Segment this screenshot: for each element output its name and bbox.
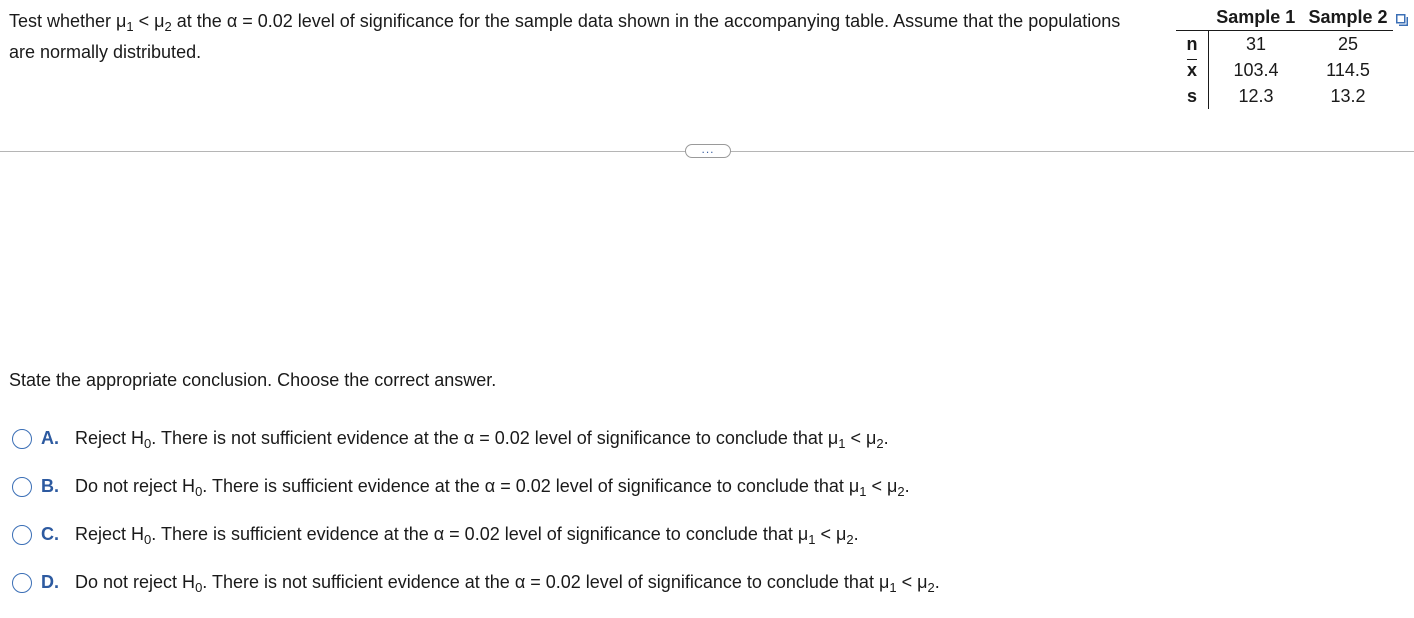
table-row <box>1176 31 1393 58</box>
question-part-1: Test whether μ <box>9 11 127 31</box>
option-letter: B. <box>41 476 59 496</box>
table-header-blank <box>1176 5 1209 31</box>
xbar-symbol: $\overline{x}$ <box>1186 59 1197 80</box>
expand-more-button[interactable]: ... <box>685 144 731 158</box>
cell-sample-1: 103.4 <box>1233 59 1279 80</box>
table-row <box>1176 57 1393 83</box>
question-part-2: < μ <box>133 11 165 31</box>
copy-table-icon[interactable] <box>1396 14 1408 26</box>
option-text: Reject $H_0$. There is not sufficient evidence at the α = 0.02 level of significance to conclude that $\mu_1 < \mu_2$. <box>75 428 889 451</box>
sample-data-table <box>1176 5 1393 109</box>
radio-button-icon[interactable] <box>12 525 32 545</box>
cell-sample-2: 25 <box>1337 33 1359 54</box>
table-header-row <box>1176 5 1393 31</box>
cell-sample-2: 13.2 <box>1330 85 1366 106</box>
radio-button-icon[interactable] <box>12 477 32 497</box>
table-header-sample-1: Sample 1 <box>1209 5 1304 31</box>
option-text: Do not reject $H_0$. There is sufficient evidence at the α = 0.02 level of significance to conclude that $\mu_1 < \mu_2$. <box>75 476 910 499</box>
option-text: Reject $H_0$. There is sufficient evidence at the α = 0.02 level of significance to conclude that $\mu_1 < \mu_2$. <box>75 524 859 547</box>
row-label-xbar <box>1176 57 1209 83</box>
option-letter: D. <box>41 572 59 592</box>
row-label-n: n <box>1176 31 1209 58</box>
cell-sample-1: 12.3 <box>1238 85 1274 106</box>
option-letter: C. <box>41 524 59 544</box>
question-text <box>9 6 1149 68</box>
answer-prompt: State the appropriate conclusion. Choose the correct answer. <box>9 370 497 390</box>
question-subscript-2: 2 <box>164 19 172 34</box>
question-subscript-1: 1 <box>126 19 134 34</box>
option-text: Do not reject $H_0$. There is not sufficient evidence at the α = 0.02 level of significance to conclude that $\mu_1 < \mu_2$. <box>75 572 940 595</box>
cell-sample-1: 31 <box>1245 33 1267 54</box>
option-letter: A. <box>41 428 59 448</box>
table-header-sample-2: Sample 2 <box>1303 5 1393 31</box>
question-part-3: at the α = 0.02 level of significance for the sample data shown in the accompanying table. Assume that the populations are normally distributed. <box>9 11 1121 62</box>
radio-button-icon[interactable] <box>12 573 32 593</box>
radio-button-icon[interactable] <box>12 429 32 449</box>
row-label-s: s <box>1176 83 1209 109</box>
cell-sample-2: 114.5 <box>1326 59 1370 80</box>
table-row <box>1176 83 1393 109</box>
